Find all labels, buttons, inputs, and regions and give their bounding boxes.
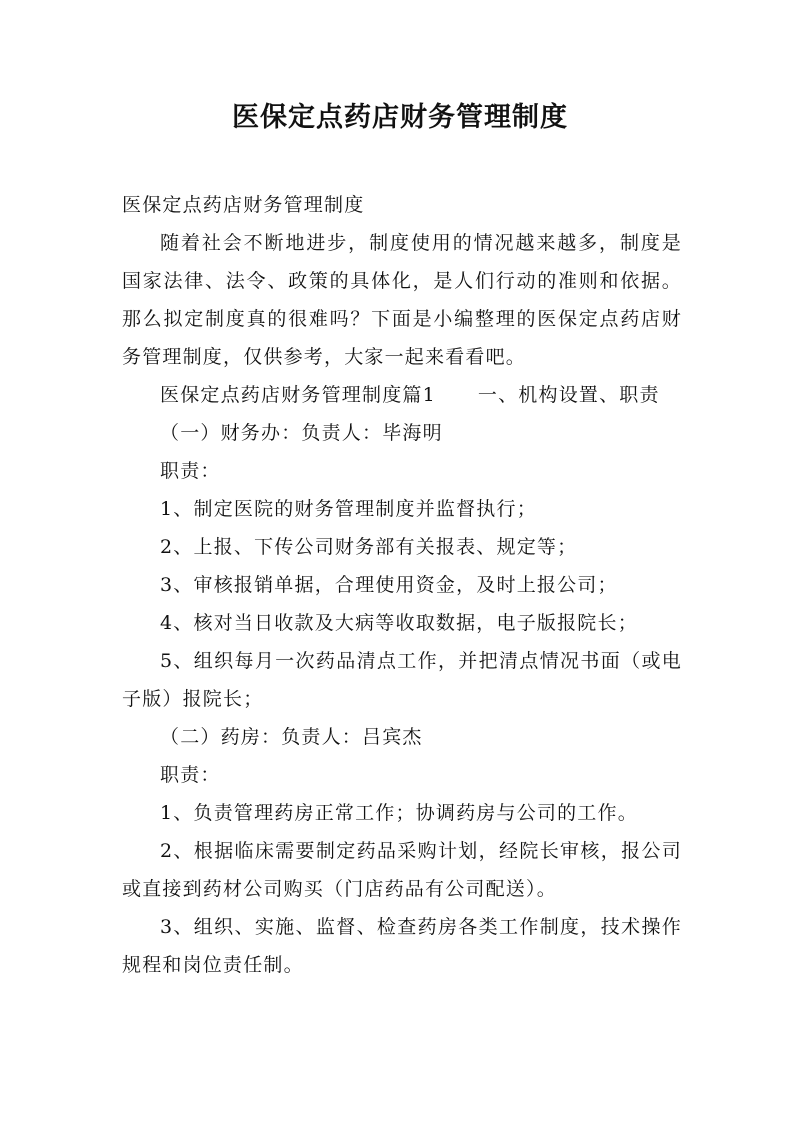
list-item: 1、负责管理药房正常工作；协调药房与公司的工作。 [160,802,638,824]
section-heading-part1: 医保定点药店财务管理制度篇1 [160,384,436,406]
intro-paragraph: 随着社会不断地进步，制度使用的情况越来越多，制度是国家法律、法令、政策的具体化，是人们行动的准则和依据。那么拟定制度真的很难吗？下面是小编整理的医保定点药店财务管理制度，仅供参考，大家一起来看看吧。 [122,232,682,368]
document-title: 医保定点药店财务管理制度 [232,102,568,133]
list-item: 4、核对当日收款及大病等收取数据，电子版报院长； [160,612,638,634]
subtitle-paragraph: 医保定点药店财务管理制度 [122,194,365,216]
list-item: 3、审核报销单据，合理使用资金，及时上报公司； [160,574,618,596]
section-heading [122,376,682,414]
section-heading-part2: 一、机构设置、职责 [477,384,660,406]
list-item: 职责： [160,460,221,482]
list-item: （二）药房：负责人：吕宾杰 [160,726,423,748]
list-item: 1、制定医院的财务管理制度并监督执行； [160,498,537,520]
list-item: 2、根据临床需要制定药品采购计划，经院长审核，报公司或直接到药材公司购买（门店药品有公司配送）。 [122,840,682,900]
list-item: 2、上报、下传公司财务部有关报表、规定等； [160,536,578,558]
list-item: 5、组织每月一次药品清点工作，并把清点情况书面（或电子版）报院长； [122,650,682,710]
list-item: （一）财务办：负责人：毕海明 [160,422,443,444]
document-body [122,186,682,984]
list-item: 3、组织、实施、监督、检查药房各类工作制度，技术操作规程和岗位责任制。 [122,916,682,976]
list-item: 职责： [160,764,221,786]
